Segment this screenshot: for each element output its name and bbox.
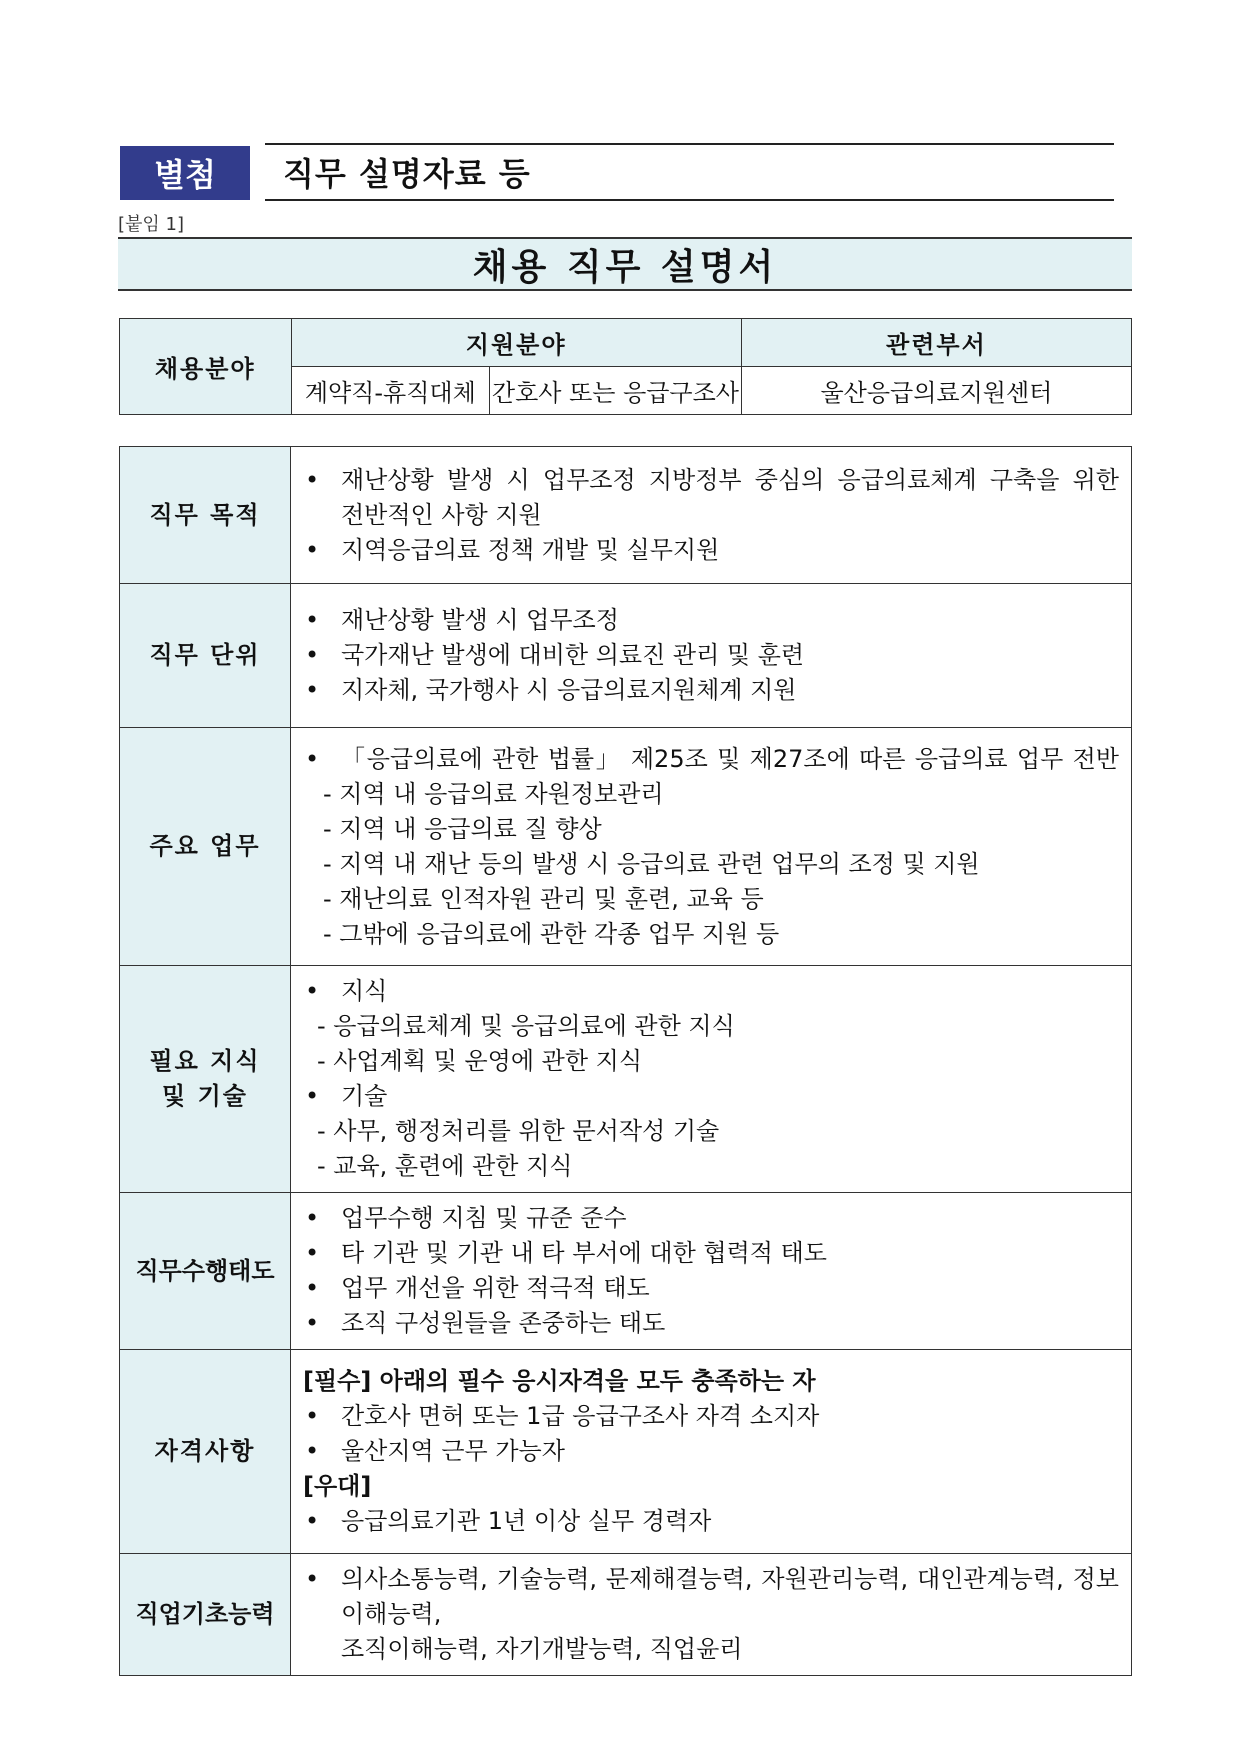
basic-ability-label: 직업기초능력 xyxy=(120,1554,291,1676)
main-duty-row xyxy=(120,728,1132,966)
sub-item: - 지역 내 재난 등의 발생 시 응급의료 관련 업무의 조정 및 지원 xyxy=(323,849,980,878)
purpose-label: 직무 목적 xyxy=(120,447,291,584)
basic-ability-content xyxy=(291,1554,1132,1676)
knowledge-content xyxy=(291,966,1132,1193)
sub-item: - 교육, 훈련에 관한 지식 xyxy=(317,1152,573,1180)
list-item: • 국가재난 발생에 대비한 의료진 관리 및 훈련 xyxy=(305,641,805,669)
sub-item: - 사업계획 및 운영에 관한 지식 xyxy=(317,1047,643,1075)
list-item: • 의사소통능력, 기술능력, 문제해결능력, 자원관리능력, 대인관계능력, 정보이해능력, 조직이해능력, 자기개발능력, 직업윤리 xyxy=(305,1565,1119,1663)
attachment-label: [붙임 1] xyxy=(118,214,184,235)
attitude-content xyxy=(291,1193,1132,1350)
sub-item: - 지역 내 응급의료 질 향상 xyxy=(323,814,602,843)
list-item: • 응급의료기관 1년 이상 실무 경력자 xyxy=(305,1507,712,1535)
unit-content xyxy=(291,584,1132,728)
sub-item: - 그밖에 응급의료에 관한 각종 업무 지원 등 xyxy=(323,919,780,948)
contract-type-cell: 계약직-휴직대체 xyxy=(291,367,490,415)
qualification-label: 자격사항 xyxy=(120,1350,291,1554)
purpose-row xyxy=(120,447,1132,584)
header-title-bar xyxy=(265,143,1114,201)
list-item: • 업무수행 지침 및 규준 준수 xyxy=(305,1204,627,1232)
main-duty-label: 주요 업무 xyxy=(120,728,291,966)
list-item: • 재난상황 발생 시 업무조정 xyxy=(305,606,619,634)
required-title: [필수] 아래의 필수 응시자격을 모두 충족하는 자 xyxy=(303,1367,816,1395)
document-title-bar xyxy=(118,237,1132,291)
basic-ability-row xyxy=(120,1554,1132,1676)
recruitment-field-table xyxy=(119,318,1132,415)
list-item: • 재난상황 발생 시 업무조정 지방정부 중심의 응급의료체계 구축을 위한 전반적인 사항 지원 xyxy=(305,465,1119,529)
document-title: 채용 직무 설명서 xyxy=(472,246,778,288)
sub-item: - 지역 내 응급의료 자원정보관리 xyxy=(323,779,664,808)
list-item: • 「응급의료에 관한 법률」 제25조 및 제27조에 따른 응급의료 업무 전반 xyxy=(305,744,1119,773)
position-cell: 간호사 또는 응급구조사 xyxy=(490,367,742,415)
list-item: • 간호사 면허 또는 1급 응급구조사 자격 소지자 xyxy=(305,1402,820,1430)
list-item: • 업무 개선을 위한 적극적 태도 xyxy=(305,1274,650,1302)
department-cell: 울산응급의료지원센터 xyxy=(741,367,1131,415)
apply-field-header: 지원분야 xyxy=(291,319,741,367)
qualification-content xyxy=(291,1350,1132,1554)
list-item: • 타 기관 및 기관 내 타 부서에 대한 협력적 태도 xyxy=(305,1239,827,1267)
attitude-row xyxy=(120,1193,1132,1350)
list-item: • 지식 xyxy=(305,977,388,1005)
sub-item: - 재난의료 인적자원 관리 및 훈련, 교육 등 xyxy=(323,884,764,913)
qualification-row xyxy=(120,1350,1132,1554)
job-description-table xyxy=(119,446,1132,1676)
unit-row xyxy=(120,584,1132,728)
list-item: • 지역응급의료 정책 개발 및 실무지원 xyxy=(305,535,720,564)
attitude-label: 직무수행태도 xyxy=(120,1193,291,1350)
preferred-title: [우대] xyxy=(303,1472,372,1500)
list-item: • 기술 xyxy=(305,1082,388,1110)
sub-item: - 응급의료체계 및 응급의료에 관한 지식 xyxy=(317,1012,735,1040)
unit-label: 직무 단위 xyxy=(120,584,291,728)
main-duty-content xyxy=(291,728,1132,966)
list-item: • 지자체, 국가행사 시 응급의료지원체계 지원 xyxy=(305,676,797,704)
department-header: 관련부서 xyxy=(741,319,1131,367)
knowledge-label: 필요 지식 및 기술 xyxy=(120,966,291,1193)
sub-item: - 사무, 행정처리를 위한 문서작성 기술 xyxy=(317,1117,720,1145)
knowledge-row xyxy=(120,966,1132,1193)
list-item: • 울산지역 근무 가능자 xyxy=(305,1437,565,1465)
list-item: • 조직 구성원들을 존중하는 태도 xyxy=(305,1309,666,1337)
header-title: 직무 설명자료 등 xyxy=(283,155,531,193)
purpose-content xyxy=(291,447,1132,584)
appendix-badge: 별첨 xyxy=(120,146,250,200)
recruitment-field-label: 채용분야 xyxy=(120,319,292,415)
